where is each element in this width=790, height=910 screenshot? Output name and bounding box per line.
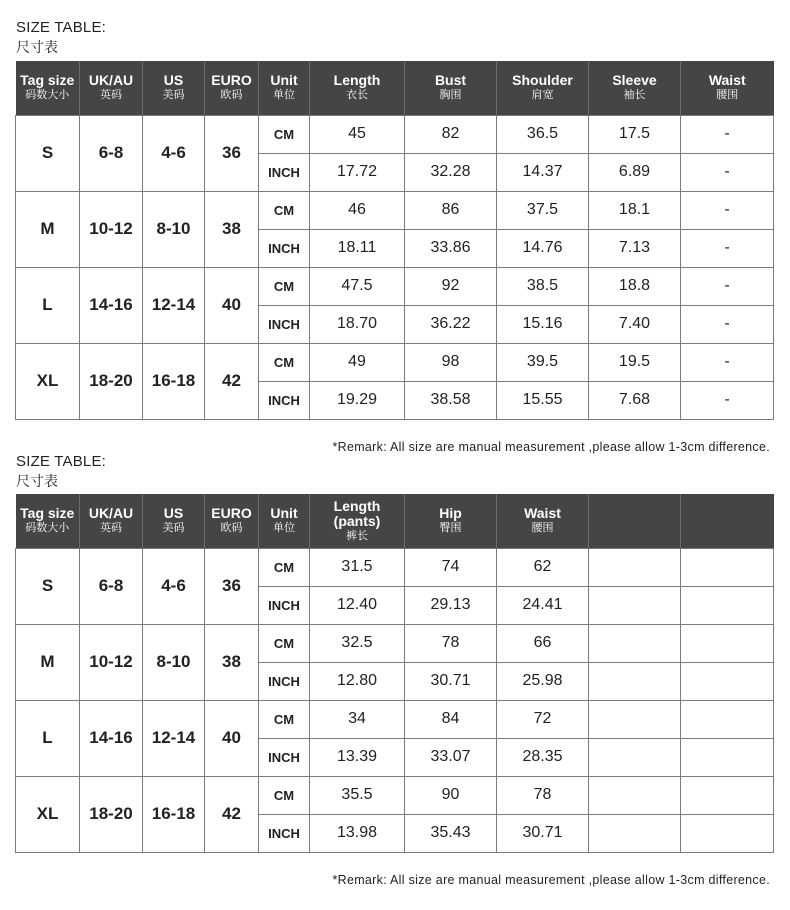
shoulder-cell: 14.37 [497,153,589,191]
empty-cell [681,738,774,776]
sleeve-cell: 6.89 [589,153,681,191]
hip-cell: 78 [405,624,497,662]
hip-cell: 74 [405,548,497,586]
unit-cell: INCH [259,229,310,267]
waist-cell: 78 [497,776,589,814]
length-cell: 12.40 [310,586,405,624]
hip-cell: 84 [405,700,497,738]
header-tag-size: Tag size 码数大小 [16,494,80,548]
header-empty [589,494,681,548]
tag-size-cell: XL [16,343,80,419]
waist-cell: 28.35 [497,738,589,776]
empty-cell [589,624,681,662]
waist-cell: 30.71 [497,814,589,852]
header-row [16,494,774,548]
us-size-cell: 4-6 [143,548,205,624]
header-empty [681,494,774,548]
bust-cell: 32.28 [405,153,497,191]
length-cell: 12.80 [310,662,405,700]
shoulder-cell: 14.76 [497,229,589,267]
header-shoulder: Shoulder 肩宽 [497,61,589,115]
length-cell: 13.39 [310,738,405,776]
sleeve-cell: 17.5 [589,115,681,153]
title-cn: 尺寸表 [16,474,58,490]
unit-cell: INCH [259,153,310,191]
uk-size-cell: 6-8 [80,115,143,191]
header-unit: Unit 单位 [259,61,310,115]
length-cell: 13.98 [310,814,405,852]
us-size-cell: 8-10 [143,624,205,700]
title-en: SIZE TABLE: [16,19,107,36]
waist-cell: 62 [497,548,589,586]
empty-cell [681,776,774,814]
tag-size-cell: XL [16,776,80,852]
tag-size-cell: S [16,548,80,624]
unit-cell: CM [259,776,310,814]
waist-cell: 72 [497,700,589,738]
length-cell: 18.11 [310,229,405,267]
waist-cell: - [681,381,774,419]
sleeve-cell: 19.5 [589,343,681,381]
bust-cell: 92 [405,267,497,305]
shoulder-cell: 38.5 [497,267,589,305]
unit-cell: INCH [259,586,310,624]
shoulder-cell: 37.5 [497,191,589,229]
header-euro: EURO 欧码 [205,494,259,548]
header-us: US 美码 [143,61,205,115]
header-tag-size: Tag size 码数大小 [16,61,80,115]
euro-size-cell: 40 [205,267,259,343]
header-us: US 美码 [143,494,205,548]
unit-cell: CM [259,267,310,305]
table-row [16,548,774,586]
uk-size-cell: 10-12 [80,624,143,700]
empty-cell [681,662,774,700]
length-cell: 18.70 [310,305,405,343]
header-waist: Waist 腰围 [681,61,774,115]
empty-cell [589,700,681,738]
hip-cell: 30.71 [405,662,497,700]
bust-cell: 33.86 [405,229,497,267]
table-row [16,624,774,662]
hip-cell: 29.13 [405,586,497,624]
header-unit: Unit 单位 [259,494,310,548]
length-cell: 19.29 [310,381,405,419]
tag-size-cell: M [16,191,80,267]
uk-size-cell: 14-16 [80,267,143,343]
tag-size-cell: M [16,624,80,700]
empty-cell [681,548,774,586]
uk-size-cell: 18-20 [80,343,143,419]
shoulder-cell: 39.5 [497,343,589,381]
shoulder-cell: 15.16 [497,305,589,343]
uk-size-cell: 14-16 [80,700,143,776]
title-en: SIZE TABLE: [16,453,107,470]
hip-cell: 90 [405,776,497,814]
hip-cell: 35.43 [405,814,497,852]
unit-cell: INCH [259,814,310,852]
euro-size-cell: 42 [205,343,259,419]
length-cell: 46 [310,191,405,229]
header-waist: Waist 腰围 [497,494,589,548]
uk-size-cell: 18-20 [80,776,143,852]
us-size-cell: 4-6 [143,115,205,191]
waist-cell: - [681,343,774,381]
header-uk-au: UK/AU 英码 [80,494,143,548]
unit-cell: CM [259,191,310,229]
us-size-cell: 8-10 [143,191,205,267]
euro-size-cell: 38 [205,624,259,700]
unit-cell: INCH [259,738,310,776]
bottom-size-table [15,494,774,853]
bust-cell: 86 [405,191,497,229]
table-row [16,115,774,153]
us-size-cell: 16-18 [143,343,205,419]
empty-cell [589,586,681,624]
waist-cell: - [681,115,774,153]
uk-size-cell: 6-8 [80,548,143,624]
header-hip: Hip 臀围 [405,494,497,548]
length-cell: 35.5 [310,776,405,814]
empty-cell [589,814,681,852]
length-cell: 47.5 [310,267,405,305]
sleeve-cell: 18.8 [589,267,681,305]
header-length: Length 衣长 [310,61,405,115]
unit-cell: INCH [259,381,310,419]
header-uk-au: UK/AU 英码 [80,61,143,115]
unit-cell: CM [259,624,310,662]
euro-size-cell: 36 [205,115,259,191]
table-row [16,776,774,814]
unit-cell: INCH [259,662,310,700]
euro-size-cell: 42 [205,776,259,852]
bust-cell: 82 [405,115,497,153]
waist-cell: - [681,191,774,229]
header-euro: EURO 欧码 [205,61,259,115]
waist-cell: - [681,229,774,267]
unit-cell: CM [259,115,310,153]
header-length-pants: Length (pants) 裤长 [310,494,405,548]
hip-cell: 33.07 [405,738,497,776]
euro-size-cell: 38 [205,191,259,267]
uk-size-cell: 10-12 [80,191,143,267]
remark-text: *Remark: All size are manual measurement ,please allow 1-3cm difference. [332,873,770,887]
unit-cell: CM [259,548,310,586]
waist-cell: 24.41 [497,586,589,624]
table-row [16,191,774,229]
table-row [16,267,774,305]
waist-cell: 66 [497,624,589,662]
waist-cell: - [681,305,774,343]
us-size-cell: 12-14 [143,267,205,343]
top-size-table [15,61,774,420]
length-cell: 31.5 [310,548,405,586]
remark-text: *Remark: All size are manual measurement ,please allow 1-3cm difference. [332,440,770,454]
empty-cell [589,662,681,700]
header-sleeve: Sleeve 袖长 [589,61,681,115]
us-size-cell: 16-18 [143,776,205,852]
us-size-cell: 12-14 [143,700,205,776]
length-cell: 49 [310,343,405,381]
empty-cell [589,738,681,776]
bust-cell: 98 [405,343,497,381]
shoulder-cell: 15.55 [497,381,589,419]
euro-size-cell: 40 [205,700,259,776]
table-row [16,343,774,381]
sleeve-cell: 7.68 [589,381,681,419]
sleeve-cell: 7.13 [589,229,681,267]
bust-cell: 36.22 [405,305,497,343]
waist-cell: - [681,267,774,305]
unit-cell: CM [259,700,310,738]
waist-cell: 25.98 [497,662,589,700]
tag-size-cell: S [16,115,80,191]
tag-size-cell: L [16,700,80,776]
empty-cell [589,548,681,586]
bust-cell: 38.58 [405,381,497,419]
sleeve-cell: 7.40 [589,305,681,343]
header-row [16,61,774,115]
empty-cell [589,776,681,814]
sleeve-cell: 18.1 [589,191,681,229]
length-cell: 17.72 [310,153,405,191]
euro-size-cell: 36 [205,548,259,624]
empty-cell [681,586,774,624]
tag-size-cell: L [16,267,80,343]
header-bust: Bust 胸围 [405,61,497,115]
unit-cell: INCH [259,305,310,343]
table-row [16,700,774,738]
empty-cell [681,700,774,738]
empty-cell [681,624,774,662]
length-cell: 34 [310,700,405,738]
length-cell: 32.5 [310,624,405,662]
size-table-title [16,452,106,492]
unit-cell: CM [259,343,310,381]
title-cn: 尺寸表 [16,40,58,56]
waist-cell: - [681,153,774,191]
length-cell: 45 [310,115,405,153]
shoulder-cell: 36.5 [497,115,589,153]
size-table-title [16,18,106,58]
empty-cell [681,814,774,852]
